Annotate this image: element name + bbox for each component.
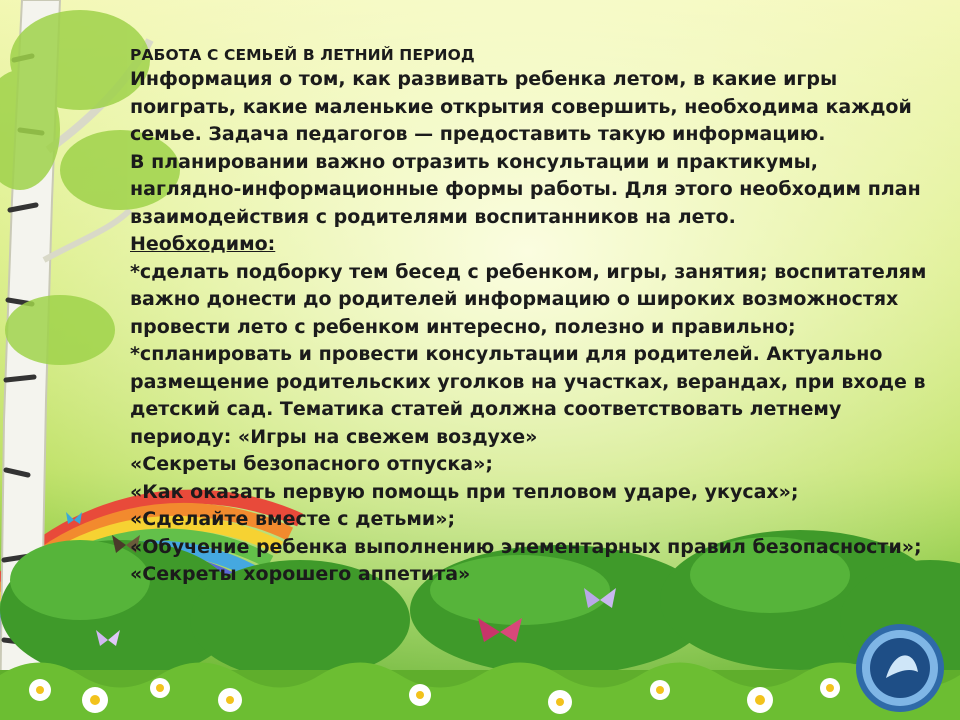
need-label: Необходимо: [130, 233, 276, 255]
topic-item: «Сделайте вместе с детьми»; [130, 508, 456, 530]
point-2: *спланировать и провести консультации для родителей. Актуально размещение родительских уголков на участках, верандах, при входе в детский сад. Тематика статей должна соответствовать летнему периоду: «Игры на свежем воздухе» [130, 343, 926, 448]
topic-item: «Секреты безопасного отпуска»; [130, 453, 493, 475]
slide-text [130, 44, 930, 589]
intro-paragraph: Информация о том, как развивать ребенка летом, в какие игры поиграть, какие маленькие открытия совершить, необходима каждой семье. Задача педагогов — предоставить такую информацию. [130, 68, 912, 145]
planning-paragraph: В планировании важно отразить консультации и практикумы, наглядно-информационные формы работы. Для этого необходим план взаимодействия с родителями воспитанников на лето. [130, 150, 921, 228]
topic-item: «Секреты хорошего аппетита» [130, 563, 471, 585]
topic-item: «Как оказать первую помощь при тепловом ударе, укусах»; [130, 480, 799, 503]
topic-item: «Обучение ребенка выполнению элементарных правил безопасности»; [130, 535, 922, 558]
logo-emblem [856, 624, 944, 712]
point-1: *сделать подборку тем бесед с ребенком, игры, занятия; воспитателям важно донести до родителей информацию о широких возможностях провести лето с ребенком интересно, полезно и правильно; [130, 260, 927, 338]
slide-heading: РАБОТА С СЕМЬЕЙ В ЛЕТНИЙ ПЕРИОД [130, 46, 475, 64]
